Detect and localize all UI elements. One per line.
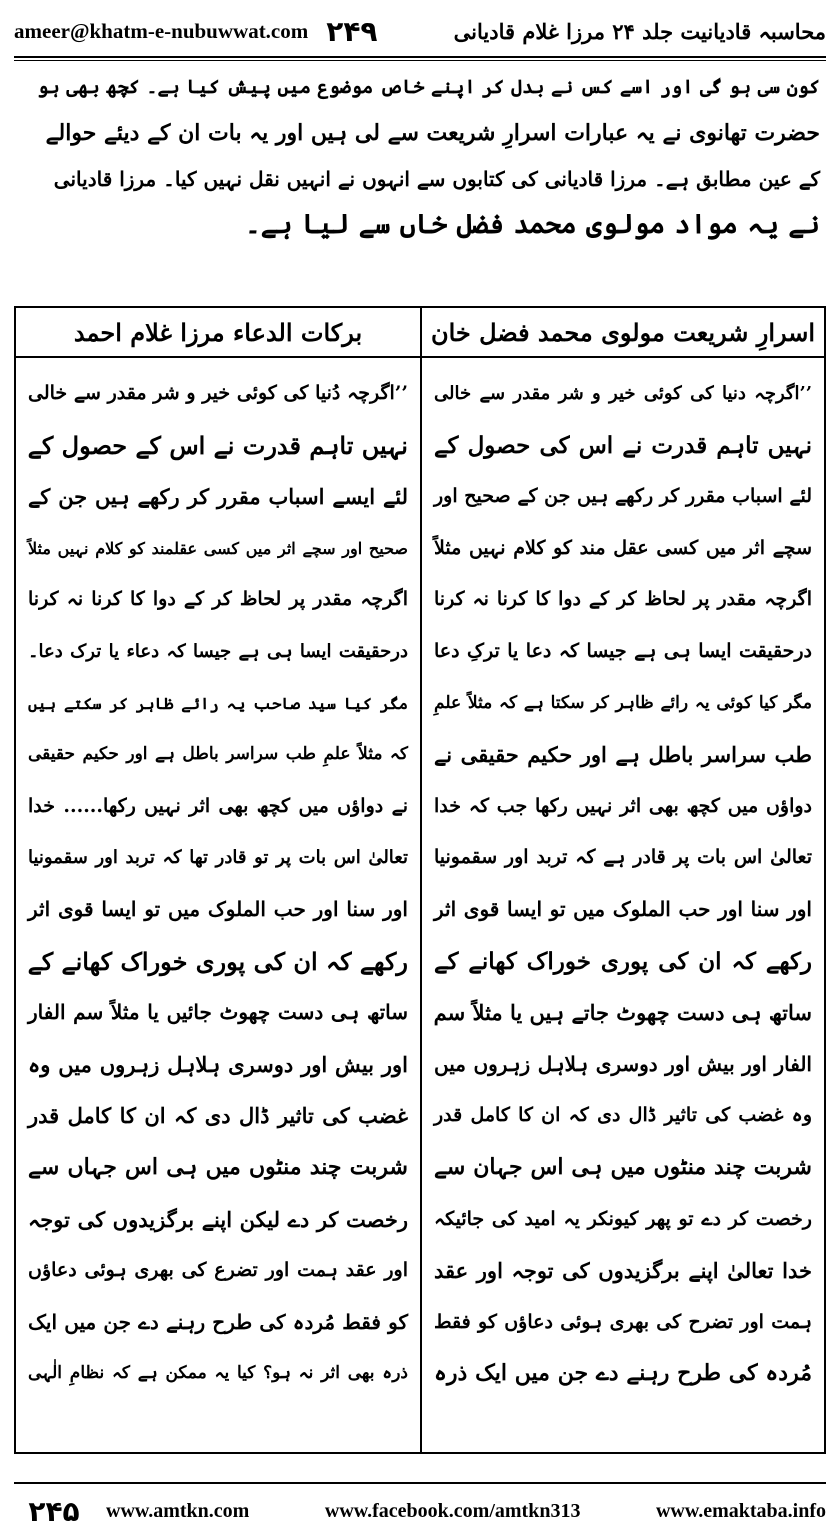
column-heading: اسرارِ شریعت مولوی محمد فضل خان <box>422 308 824 358</box>
page-header <box>14 10 826 52</box>
column-line: ہمت اور تضرح کی بھری ہوئی دعاؤں کو فقط <box>434 1310 812 1333</box>
footer-link[interactable]: www.facebook.com/amtkn313 <box>324 1499 581 1522</box>
column-line: لئے اسباب مقرر کر رکھے ہیں جن کے صحیح اور <box>434 485 812 508</box>
column-line: درحقیقت ایسا ہی ہے جیسا کہ دعا یا ترکِ دعا <box>434 639 812 662</box>
column-line: رکھے کہ ان کی پوری خوراک کھانے کے <box>27 946 408 976</box>
column-line: کو فقط مُردہ کی طرح رہنے دے جن میں ایک <box>28 1309 408 1334</box>
header-divider <box>14 56 826 61</box>
column-line: رکھے کہ ان کی پوری خوراک کھانے کے <box>434 947 812 975</box>
footer-divider <box>14 1482 826 1484</box>
column-line: ’’اگرچہ دنیا کی کوئی خیر و شر مقدر سے خالی <box>434 383 812 404</box>
intro-line: کے عین مطابق ہے۔ مرزا قادیانی کی کتابوں سے انہوں نے انہیں نقل نہیں کیا۔ مرزا قادیانی <box>53 167 820 191</box>
footer-link[interactable]: www.emaktaba.info <box>655 1499 826 1522</box>
intro-line: کون سی ہو گی اور اسے کس نے بدل کر اپنے خاص موضوع میں پیش کیا ہے۔ کچھ بھی ہو <box>37 76 820 98</box>
column-line: اگرچہ مقدر پر لحاظ کر کے دوا کا کرنا نہ کرنا <box>434 588 812 611</box>
column-line: اور عقد ہمت اور تضرع کی بھری ہوئی دعاؤں <box>28 1259 408 1282</box>
column-line: رخصت کر دے تو پھر کیونکر یہ امید کی جائیکہ <box>434 1207 812 1230</box>
column-line: وہ غضب کی تاثیر ڈال دی کہ ان کا کامل قدر <box>434 1104 812 1127</box>
column-line: خدا تعالیٰ اپنے برگزیدوں کی توجہ اور عقد <box>434 1258 812 1284</box>
column-line: رخصت کر دے لیکن اپنے برگزیدوں کی توجہ <box>28 1206 408 1232</box>
column-line: اگرچہ مقدر پر لحاظ کر کے دوا کا کرنا نہ کرنا <box>28 588 408 611</box>
footer-page-number: ۲۴۵ <box>28 1494 80 1528</box>
footer-link[interactable]: www.amtkn.com <box>106 1499 250 1522</box>
column-barakat-ud-dua <box>16 308 420 1452</box>
column-line: غضب کی تاثیر ڈال دی کہ ان کا کامل قدر <box>28 1103 408 1129</box>
column-line: ساتھ ہی دست چھوٹ جاتے ہیں یا مثلاً سم <box>433 1000 812 1026</box>
intro-paragraph <box>18 64 820 248</box>
column-line: صحیح اور سچے اثر میں کسی عقلمند کو کلام نہیں مثلاً <box>28 538 408 558</box>
column-line: تعالیٰ اس بات پر قادر ہے کہ تربد اور سقمونیا <box>434 846 812 869</box>
footer-links <box>106 1500 826 1523</box>
column-line: کہ مثلاً علمِ طب سراسر باطل ہے اور حکیم حقیقی <box>28 744 408 765</box>
column-line: الفار اور بیش اور دوسری ہلاہل زہروں میں <box>434 1051 812 1076</box>
intro-line: حضرت تھانوی نے یہ عبارات اسرارِ شریعت سے لی ہیں اور یہ بات ان کے دیئے حوالے <box>45 120 820 146</box>
header-book-title: محاسبہ قادیانیت جلد ۲۴ مرزا غلام قادیانی <box>453 18 826 44</box>
column-line: طب سراسر باطل ہے اور حکیم حقیقی نے <box>434 742 812 768</box>
column-line: ساتھ ہی دست چھوٹ جائیں یا مثلاً سم الفار <box>28 1000 408 1025</box>
column-line: نے دواؤں میں کچھ بھی اثر نہیں رکھا...... خدا <box>28 794 408 817</box>
column-line: نہیں تاہم قدرت نے اس کے حصول کے <box>27 430 408 460</box>
comparison-table <box>14 306 826 1454</box>
column-text <box>422 358 824 1452</box>
page-footer <box>14 1490 826 1532</box>
column-line: نہیں تاہم قدرت نے اس کی حصول کے <box>434 431 812 459</box>
intro-line: نے یہ مواد مولوی محمد فضل خاں سے لیا ہے۔ <box>244 209 820 240</box>
column-line: ’’اگرچہ دُنیا کی کوئی خیر و شر مقدر سے خالی <box>28 382 408 404</box>
column-line: مگر کیا سید صاحب یہ رائے ظاہر کر سکتے ہیں <box>28 693 408 713</box>
column-line: اور سنا اور حب الملوک میں تو ایسا قوی اثر <box>28 896 408 921</box>
header-page-number: ۲۴۹ <box>326 14 378 48</box>
column-line: لئے ایسے اسباب مقرر کر رکھے ہیں جن کے <box>28 484 408 510</box>
column-line: دواؤں میں کچھ بھی اثر نہیں رکھا جب کہ خدا <box>434 794 812 817</box>
column-line: شربت چند منٹوں میں ہی اس جہان سے <box>434 1153 812 1180</box>
column-asrar-e-shariat <box>420 308 824 1452</box>
column-line: مُردہ کی طرح رہنے دے جن میں ایک ذرہ <box>434 1360 812 1387</box>
column-line: شربت چند منٹوں میں ہی اس جہاں سے <box>28 1153 408 1180</box>
header-email: ameer@khatm-e-nubuwwat.com <box>14 18 309 43</box>
column-line: درحقیقت ایسا ہی ہے جیسا کہ دعاء یا ترک دعا۔ <box>28 640 408 662</box>
column-heading: برکات الدعاء مرزا غلام احمد <box>16 308 420 358</box>
column-line: اور سنا اور حب الملوک میں تو ایسا قوی اثر <box>434 896 812 921</box>
column-line: تعالیٰ اس بات پر تو قادر تھا کہ تربد اور سقمونیا <box>28 847 408 869</box>
column-line: اور بیش اور دوسری ہلاہل زہروں میں وہ <box>28 1051 408 1077</box>
column-line: مگر کیا کوئی یہ رائے ظاہر کر سکتا ہے کہ مثلاً علمِ <box>434 692 812 713</box>
column-line: سچے اثر میں کسی عقل مند کو کلام نہیں مثلاً <box>434 536 812 559</box>
column-line: ذرہ بھی اثر نہ ہو؟ کیا یہ ممکن ہے کہ نظامِ الٰہی <box>28 1363 408 1384</box>
column-text <box>16 358 420 1452</box>
